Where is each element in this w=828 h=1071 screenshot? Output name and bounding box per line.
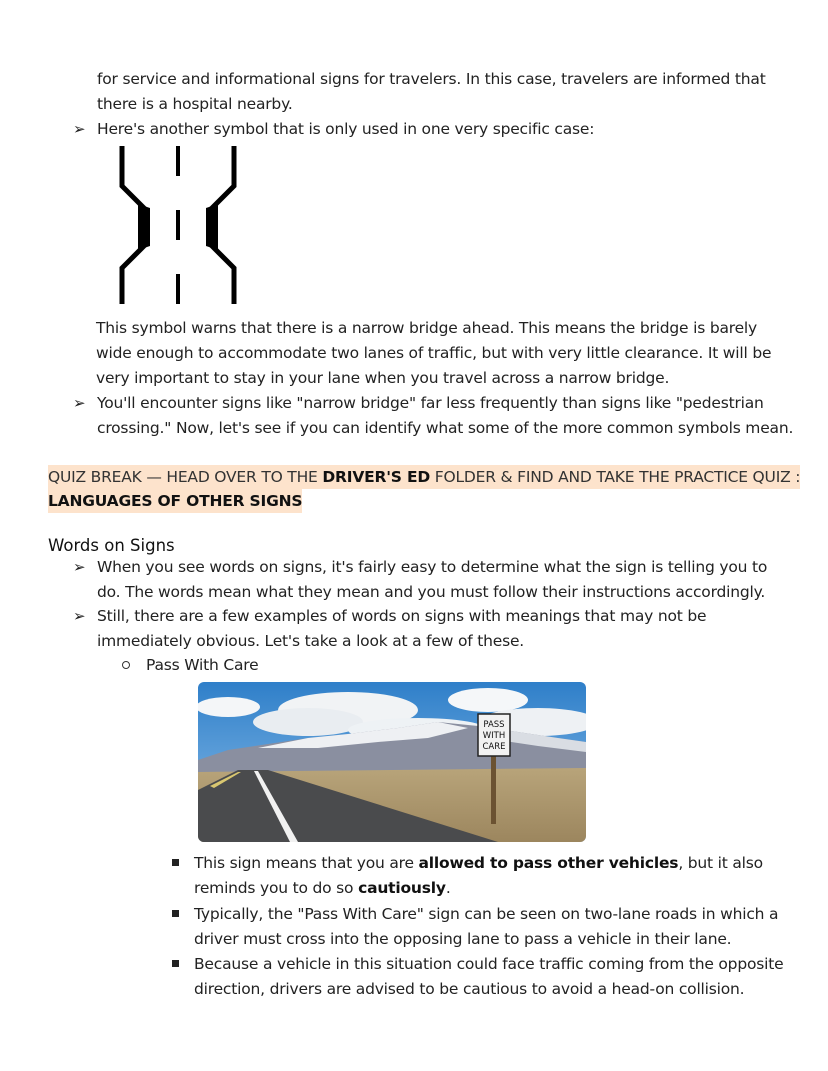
detail-bullet-3-line-2: direction, drivers are advised to be cautious to avoid a head-on collision. bbox=[194, 980, 745, 998]
detail-bold-cautiously: cautiously bbox=[358, 879, 446, 897]
sub-item-pass-with-care: Pass With Care bbox=[146, 656, 259, 674]
detail-bullet-2-line-1: Typically, the "Pass With Care" sign can be seen on two-lane roads in which a bbox=[194, 905, 779, 923]
intro-line-1: for service and informational signs for travelers. In this case, travelers are informed that bbox=[97, 70, 766, 88]
words-bullet-2-line-1: Still, there are a few examples of words on signs with meanings that may not be bbox=[97, 607, 707, 625]
quiz-folder-name: DRIVER'S ED bbox=[322, 468, 431, 486]
words-bullet-1-line-2: do. The words mean what they mean and you must follow their instructions accordingly. bbox=[97, 583, 766, 601]
bridge-explain-line-2: wide enough to accommodate two lanes of traffic, but with very little clearance. It will be bbox=[96, 344, 772, 362]
square-bullet-icon bbox=[172, 859, 179, 866]
words-bullet-2-line-2: immediately obvious. Let's take a look at a few of these. bbox=[97, 632, 525, 650]
detail-text: This sign means that you are bbox=[194, 854, 419, 872]
quiz-title: LANGUAGES OF OTHER SIGNS bbox=[48, 492, 303, 510]
encounter-line-2: crossing." Now, let's see if you can identify what some of the more common symbols mean. bbox=[97, 419, 794, 437]
bullet-another-symbol: Here's another symbol that is only used in one very specific case: bbox=[97, 120, 595, 138]
detail-text: . bbox=[445, 879, 451, 897]
words-bullet-1-line-1: When you see words on signs, it's fairly easy to determine what the sign is telling you to bbox=[97, 558, 768, 576]
detail-bold-allowed: allowed to pass other vehicles bbox=[418, 854, 679, 872]
detail-text: reminds you to do so bbox=[194, 879, 359, 897]
quiz-text-1: QUIZ BREAK — HEAD OVER TO THE bbox=[48, 468, 323, 486]
detail-bullet-1-line-2 bbox=[194, 876, 451, 900]
quiz-break-line-2 bbox=[48, 489, 302, 513]
arrow-bullet-icon: ➢ bbox=[73, 394, 86, 412]
circle-bullet-icon bbox=[122, 661, 130, 669]
narrow-bridge-icon bbox=[116, 142, 242, 306]
sign-text-with: WITH bbox=[482, 731, 506, 741]
arrow-bullet-icon: ➢ bbox=[73, 558, 86, 576]
pass-with-care-photo bbox=[198, 682, 586, 842]
arrow-bullet-icon: ➢ bbox=[73, 607, 86, 625]
section-heading: Words on Signs bbox=[48, 536, 175, 555]
encounter-line-1: You'll encounter signs like "narrow bridge" far less frequently than signs like "pedestrian bbox=[97, 394, 764, 412]
detail-bullet-3-line-1: Because a vehicle in this situation could face traffic coming from the opposite bbox=[194, 955, 784, 973]
sign-text-care: CARE bbox=[482, 742, 506, 752]
detail-text: , but it also bbox=[678, 854, 763, 872]
bridge-explain-line-3: very important to stay in your lane when you travel across a narrow bridge. bbox=[96, 369, 670, 387]
bridge-explain-line-1: This symbol warns that there is a narrow bridge ahead. This means the bridge is barely bbox=[96, 319, 758, 337]
detail-bullet-2-line-2: driver must cross into the opposing lane to pass a vehicle in their lane. bbox=[194, 930, 732, 948]
square-bullet-icon bbox=[172, 910, 179, 917]
road-scene-image bbox=[198, 682, 586, 842]
intro-line-2: there is a hospital nearby. bbox=[97, 95, 293, 113]
arrow-bullet-icon: ➢ bbox=[73, 120, 86, 138]
sign-text-pass: PASS bbox=[483, 720, 505, 730]
quiz-break-line-1 bbox=[48, 465, 800, 489]
detail-bullet-1-line-1 bbox=[194, 851, 763, 875]
quiz-text-2: FOLDER & FIND AND TAKE THE PRACTICE QUIZ : bbox=[430, 468, 801, 486]
square-bullet-icon bbox=[172, 960, 179, 967]
